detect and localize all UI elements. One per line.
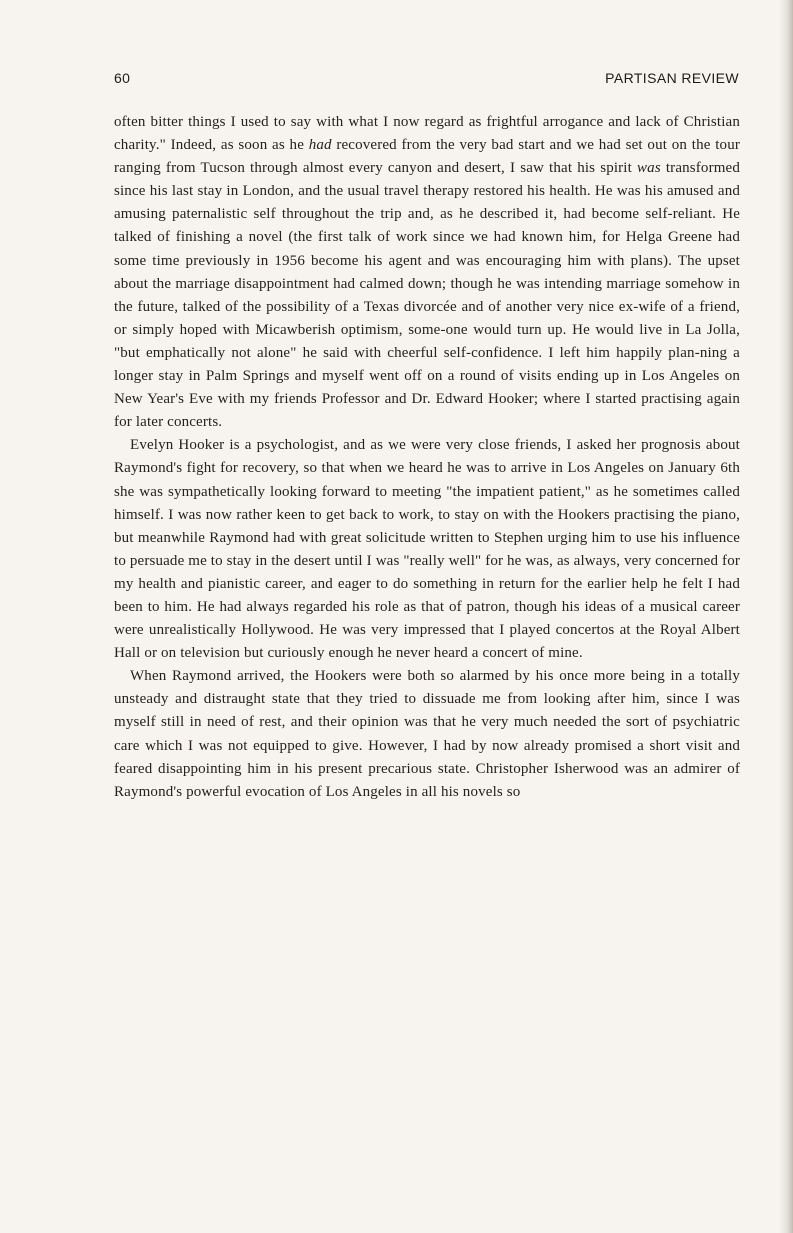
journal-title: PARTISAN REVIEW [605, 70, 739, 86]
page-number: 60 [114, 70, 131, 86]
running-header [114, 70, 739, 90]
italic-text-run: was [637, 160, 661, 177]
text-run: recovered from the very bad start and we had set out on the tour ranging from Tucson through almost every canyon and desert, I saw that his spirit [114, 137, 740, 177]
body-text [114, 111, 740, 804]
italic-text-run: had [308, 137, 332, 154]
page-edge-shadow [779, 0, 793, 1233]
text-run: often bitter things I used to say with what I now regard as frightful arrogance and lack of Christian charity." Indeed, as soon as he [114, 114, 740, 154]
paragraph [114, 111, 740, 434]
paragraph: When Raymond arrived, the Hookers were both so alarmed by his once more being in a totally unsteady and distraught state that they tried to dissuade me from looking after him, since I was myself still in need of rest, and their opinion was that he very much needed the sort of psychiatric care which I was not equipped to give. However, I had by now already promised a short visit and feared disappointing him in his present precarious state. Christopher Isherwood was an admirer of Raymond's powerful evocation of Los Angeles in all his novels so [114, 668, 740, 800]
paragraph: Evelyn Hooker is a psychologist, and as we were very close friends, I asked her prognosis about Raymond's fight for recovery, so that when we heard he was to arrive in Los Angeles on January 6th she was sympathetically looking forward to meeting "the impatient patient," as he sometimes called himself. I was now rather keen to get back to work, to stay on with the Hookers practising the piano, but meanwhile Raymond had with great solicitude written to Stephen urging him to use his influence to persuade me to stay in the desert until I was "really well" for he was, as always, very concerned for my health and pianistic career, and eager to do something in return for the earlier help he felt I had been to him. He had always regarded his role as that of patron, though his ideas of a musical career were unrealistically Hollywood. He was very impressed that I played concertos at the Royal Albert Hall or on television but curiously enough he never heard a concert of mine. [114, 437, 740, 662]
text-run: transformed since his last stay in London, and the usual travel therapy restored his health. He was his amused and amusing paternalistic self throughout the trip and, as he described it, had become self-reliant. He talked of finishing a novel (the first talk of work since we had known him, for Helga Greene had some time previously in 1956 become his agent and was encouraging him with plans). The upset about the marriage disappointment had calmed down; though he was intending marriage somehow in the future, talked of the possibility of a Texas divorcée and of another very nice ex-wife of a friend, or simply hoped with Micawberish optimism, some-one would turn up. He would live in La Jolla, "but emphatically not alone" he said with cheerful self-confidence. I left him happily plan-ning a longer stay in Palm Springs and myself went off on a round of visits ending up in Los Angeles on New Year's Eve with my friends Professor and Dr. Edward Hooker; where I started practising again for later concerts. [114, 160, 740, 431]
